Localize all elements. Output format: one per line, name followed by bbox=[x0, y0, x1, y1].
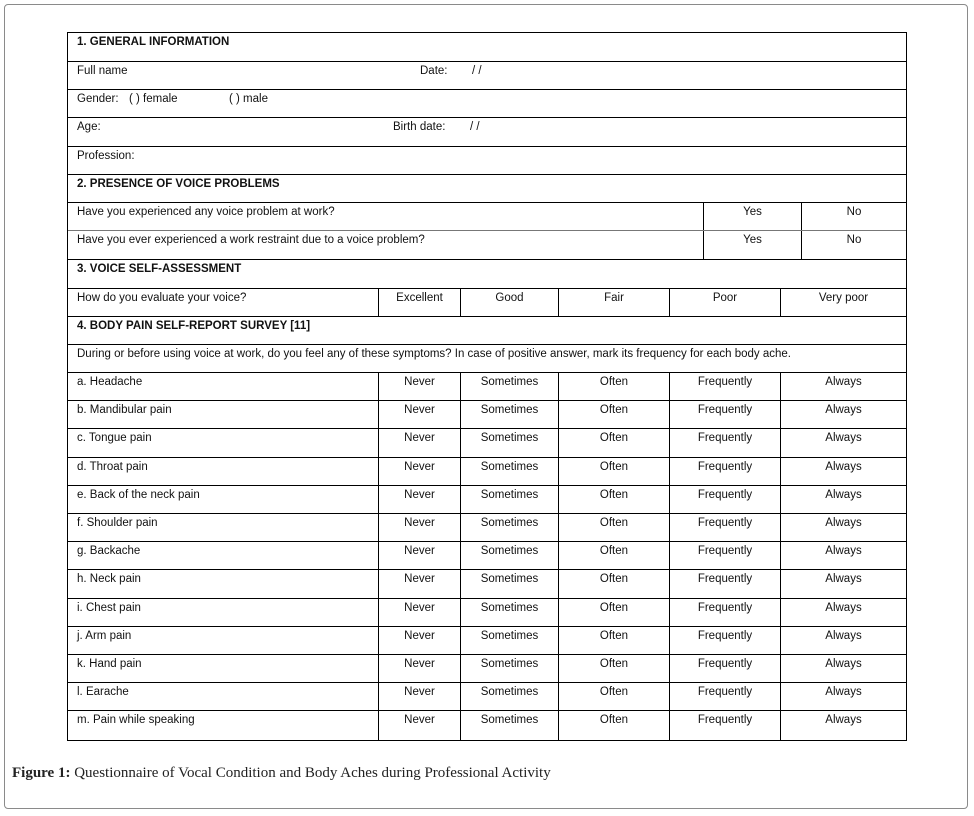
option-excellent: Excellent bbox=[396, 292, 443, 304]
frequency-option: Sometimes bbox=[480, 517, 539, 529]
symptom-label: b. Mandibular pain bbox=[77, 404, 172, 417]
frequency-option: Frequently bbox=[697, 404, 753, 417]
section4-heading-row bbox=[68, 317, 906, 345]
frequency-option: Never bbox=[404, 517, 435, 529]
female-option: ( ) female bbox=[129, 93, 178, 105]
symptom-row bbox=[68, 486, 906, 514]
frequency-option: Never bbox=[404, 432, 435, 445]
work-restraint-question-row bbox=[68, 231, 906, 260]
frequency-option: Frequently bbox=[697, 573, 753, 586]
gender-label: Gender: bbox=[77, 93, 119, 105]
section4-heading: 4. BODY PAIN SELF-REPORT SURVEY [11] bbox=[77, 320, 311, 332]
option-good: Good bbox=[495, 292, 524, 304]
symptom-label: f. Shoulder pain bbox=[77, 517, 158, 529]
frequency-option: Never bbox=[404, 545, 435, 558]
symptom-label: k. Hand pain bbox=[77, 658, 142, 670]
symptom-label: m. Pain while speaking bbox=[77, 714, 195, 727]
symptom-row bbox=[68, 711, 906, 739]
age-label: Age: bbox=[77, 121, 101, 133]
figure-caption bbox=[12, 765, 551, 782]
frequency-option: Often bbox=[599, 658, 629, 670]
frequency-option: Frequently bbox=[697, 601, 753, 614]
frequency-option: Sometimes bbox=[480, 545, 539, 558]
symptom-label: d. Throat pain bbox=[77, 460, 148, 473]
frequency-option: Always bbox=[825, 432, 862, 445]
frequency-option: Always bbox=[825, 460, 862, 473]
frequency-option: Often bbox=[599, 629, 629, 642]
section3-heading-row bbox=[68, 260, 906, 289]
questionnaire-form bbox=[67, 32, 907, 741]
symptom-row bbox=[68, 429, 906, 457]
frequency-option: Never bbox=[404, 629, 435, 642]
frequency-option: Always bbox=[825, 573, 862, 586]
frequency-option: Often bbox=[599, 686, 629, 699]
frequency-option: Always bbox=[825, 545, 862, 558]
frequency-option: Always bbox=[825, 686, 862, 699]
frequency-option: Sometimes bbox=[480, 432, 539, 445]
instruction-text: During or before using voice at work, do you feel any of these symptoms? In case of positive answer, mark its frequency for each body ache. bbox=[77, 348, 792, 360]
symptom-label: l. Earache bbox=[77, 686, 129, 699]
symptom-row bbox=[68, 570, 906, 598]
no-option: No bbox=[846, 206, 862, 218]
section2-heading: 2. PRESENCE OF VOICE PROBLEMS bbox=[77, 178, 280, 190]
frequency-option: Never bbox=[404, 658, 435, 670]
symptom-row bbox=[68, 683, 906, 711]
symptom-row bbox=[68, 542, 906, 570]
symptom-label: c. Tongue pain bbox=[77, 432, 152, 445]
frequency-option: Sometimes bbox=[480, 629, 539, 642]
frequency-option: Always bbox=[825, 517, 862, 529]
instruction-row bbox=[68, 345, 906, 373]
frequency-option: Frequently bbox=[697, 714, 753, 727]
frequency-option: Frequently bbox=[697, 376, 753, 388]
frequency-option: Sometimes bbox=[480, 460, 539, 473]
no-option: No bbox=[846, 234, 862, 246]
question-text: Have you experienced any voice problem at work? bbox=[77, 206, 335, 218]
frequency-option: Often bbox=[599, 517, 629, 529]
frequency-option: Frequently bbox=[697, 545, 753, 558]
full-name-label: Full name bbox=[77, 65, 128, 77]
frequency-option: Sometimes bbox=[480, 488, 539, 501]
frequency-option: Never bbox=[404, 488, 435, 501]
yes-option: Yes bbox=[743, 234, 762, 246]
section1-heading: 1. GENERAL INFORMATION bbox=[77, 36, 230, 48]
frequency-option: Sometimes bbox=[480, 658, 539, 670]
frequency-option: Often bbox=[599, 488, 629, 501]
section3-heading: 3. VOICE SELF-ASSESSMENT bbox=[77, 263, 242, 275]
frequency-option: Often bbox=[599, 460, 629, 473]
question-text: Have you ever experienced a work restraint due to a voice problem? bbox=[77, 234, 425, 246]
symptom-row bbox=[68, 401, 906, 429]
symptom-label: g. Backache bbox=[77, 545, 141, 558]
caption-label: Figure 1: bbox=[12, 765, 71, 781]
frequency-option: Often bbox=[599, 545, 629, 558]
frequency-option: Sometimes bbox=[480, 686, 539, 699]
frequency-option: Never bbox=[404, 460, 435, 473]
frequency-option: Often bbox=[599, 404, 629, 417]
frequency-option: Always bbox=[825, 404, 862, 417]
voice-evaluation-row bbox=[68, 289, 906, 317]
symptom-label: h. Neck pain bbox=[77, 573, 141, 586]
frequency-option: Always bbox=[825, 376, 862, 388]
symptom-row bbox=[68, 514, 906, 542]
frequency-option: Frequently bbox=[697, 517, 753, 529]
frequency-option: Often bbox=[599, 601, 629, 614]
frequency-option: Frequently bbox=[697, 658, 753, 670]
option-poor: Poor bbox=[712, 292, 738, 304]
symptom-row bbox=[68, 458, 906, 486]
frequency-option: Always bbox=[825, 488, 862, 501]
frequency-option: Never bbox=[404, 714, 435, 727]
caption-text: Questionnaire of Vocal Condition and Body Aches during Professional Activity bbox=[74, 765, 551, 781]
yes-option: Yes bbox=[743, 206, 762, 218]
frequency-option: Never bbox=[404, 686, 435, 699]
frequency-option: Frequently bbox=[697, 686, 753, 699]
frequency-option: Never bbox=[404, 573, 435, 586]
frequency-option: Often bbox=[599, 714, 629, 727]
voice-problem-question-row bbox=[68, 203, 906, 231]
section1-heading-row bbox=[68, 33, 906, 62]
full-name-row bbox=[68, 62, 906, 90]
frequency-option: Always bbox=[825, 658, 862, 670]
symptom-row bbox=[68, 655, 906, 683]
frequency-option: Always bbox=[825, 629, 862, 642]
question-text: How do you evaluate your voice? bbox=[77, 292, 247, 304]
frequency-option: Often bbox=[599, 432, 629, 445]
frequency-option: Sometimes bbox=[480, 404, 539, 417]
frequency-option: Sometimes bbox=[480, 601, 539, 614]
frequency-option: Often bbox=[599, 573, 629, 586]
symptom-row bbox=[68, 373, 906, 401]
frequency-option: Frequently bbox=[697, 432, 753, 445]
frequency-option: Frequently bbox=[697, 460, 753, 473]
symptom-row bbox=[68, 599, 906, 627]
frequency-option: Always bbox=[825, 601, 862, 614]
profession-row bbox=[68, 147, 906, 175]
frequency-option: Always bbox=[825, 714, 862, 727]
frequency-option: Never bbox=[404, 376, 435, 388]
birth-date-label: Birth date: bbox=[393, 121, 446, 133]
frequency-option: Frequently bbox=[697, 629, 753, 642]
male-option: ( ) male bbox=[229, 93, 268, 105]
symptom-label: i. Chest pain bbox=[77, 601, 141, 614]
frequency-option: Sometimes bbox=[480, 376, 539, 388]
symptom-label: j. Arm pain bbox=[77, 629, 132, 642]
frequency-option: Never bbox=[404, 404, 435, 417]
frequency-option: Frequently bbox=[697, 488, 753, 501]
frequency-option: Sometimes bbox=[480, 573, 539, 586]
birth-date-field: / / bbox=[470, 121, 480, 133]
age-row bbox=[68, 118, 906, 147]
option-very-poor: Very poor bbox=[818, 292, 869, 304]
symptom-row bbox=[68, 627, 906, 655]
gender-row bbox=[68, 90, 906, 118]
symptom-label: a. Headache bbox=[77, 376, 143, 388]
profession-label: Profession: bbox=[77, 150, 135, 162]
date-label: Date: bbox=[420, 65, 448, 77]
frequency-option: Often bbox=[599, 376, 629, 388]
frequency-option: Never bbox=[404, 601, 435, 614]
symptom-label: e. Back of the neck pain bbox=[77, 488, 200, 501]
date-field: / / bbox=[472, 65, 482, 77]
frequency-option: Sometimes bbox=[480, 714, 539, 727]
section2-heading-row bbox=[68, 175, 906, 203]
option-fair: Fair bbox=[604, 292, 624, 304]
